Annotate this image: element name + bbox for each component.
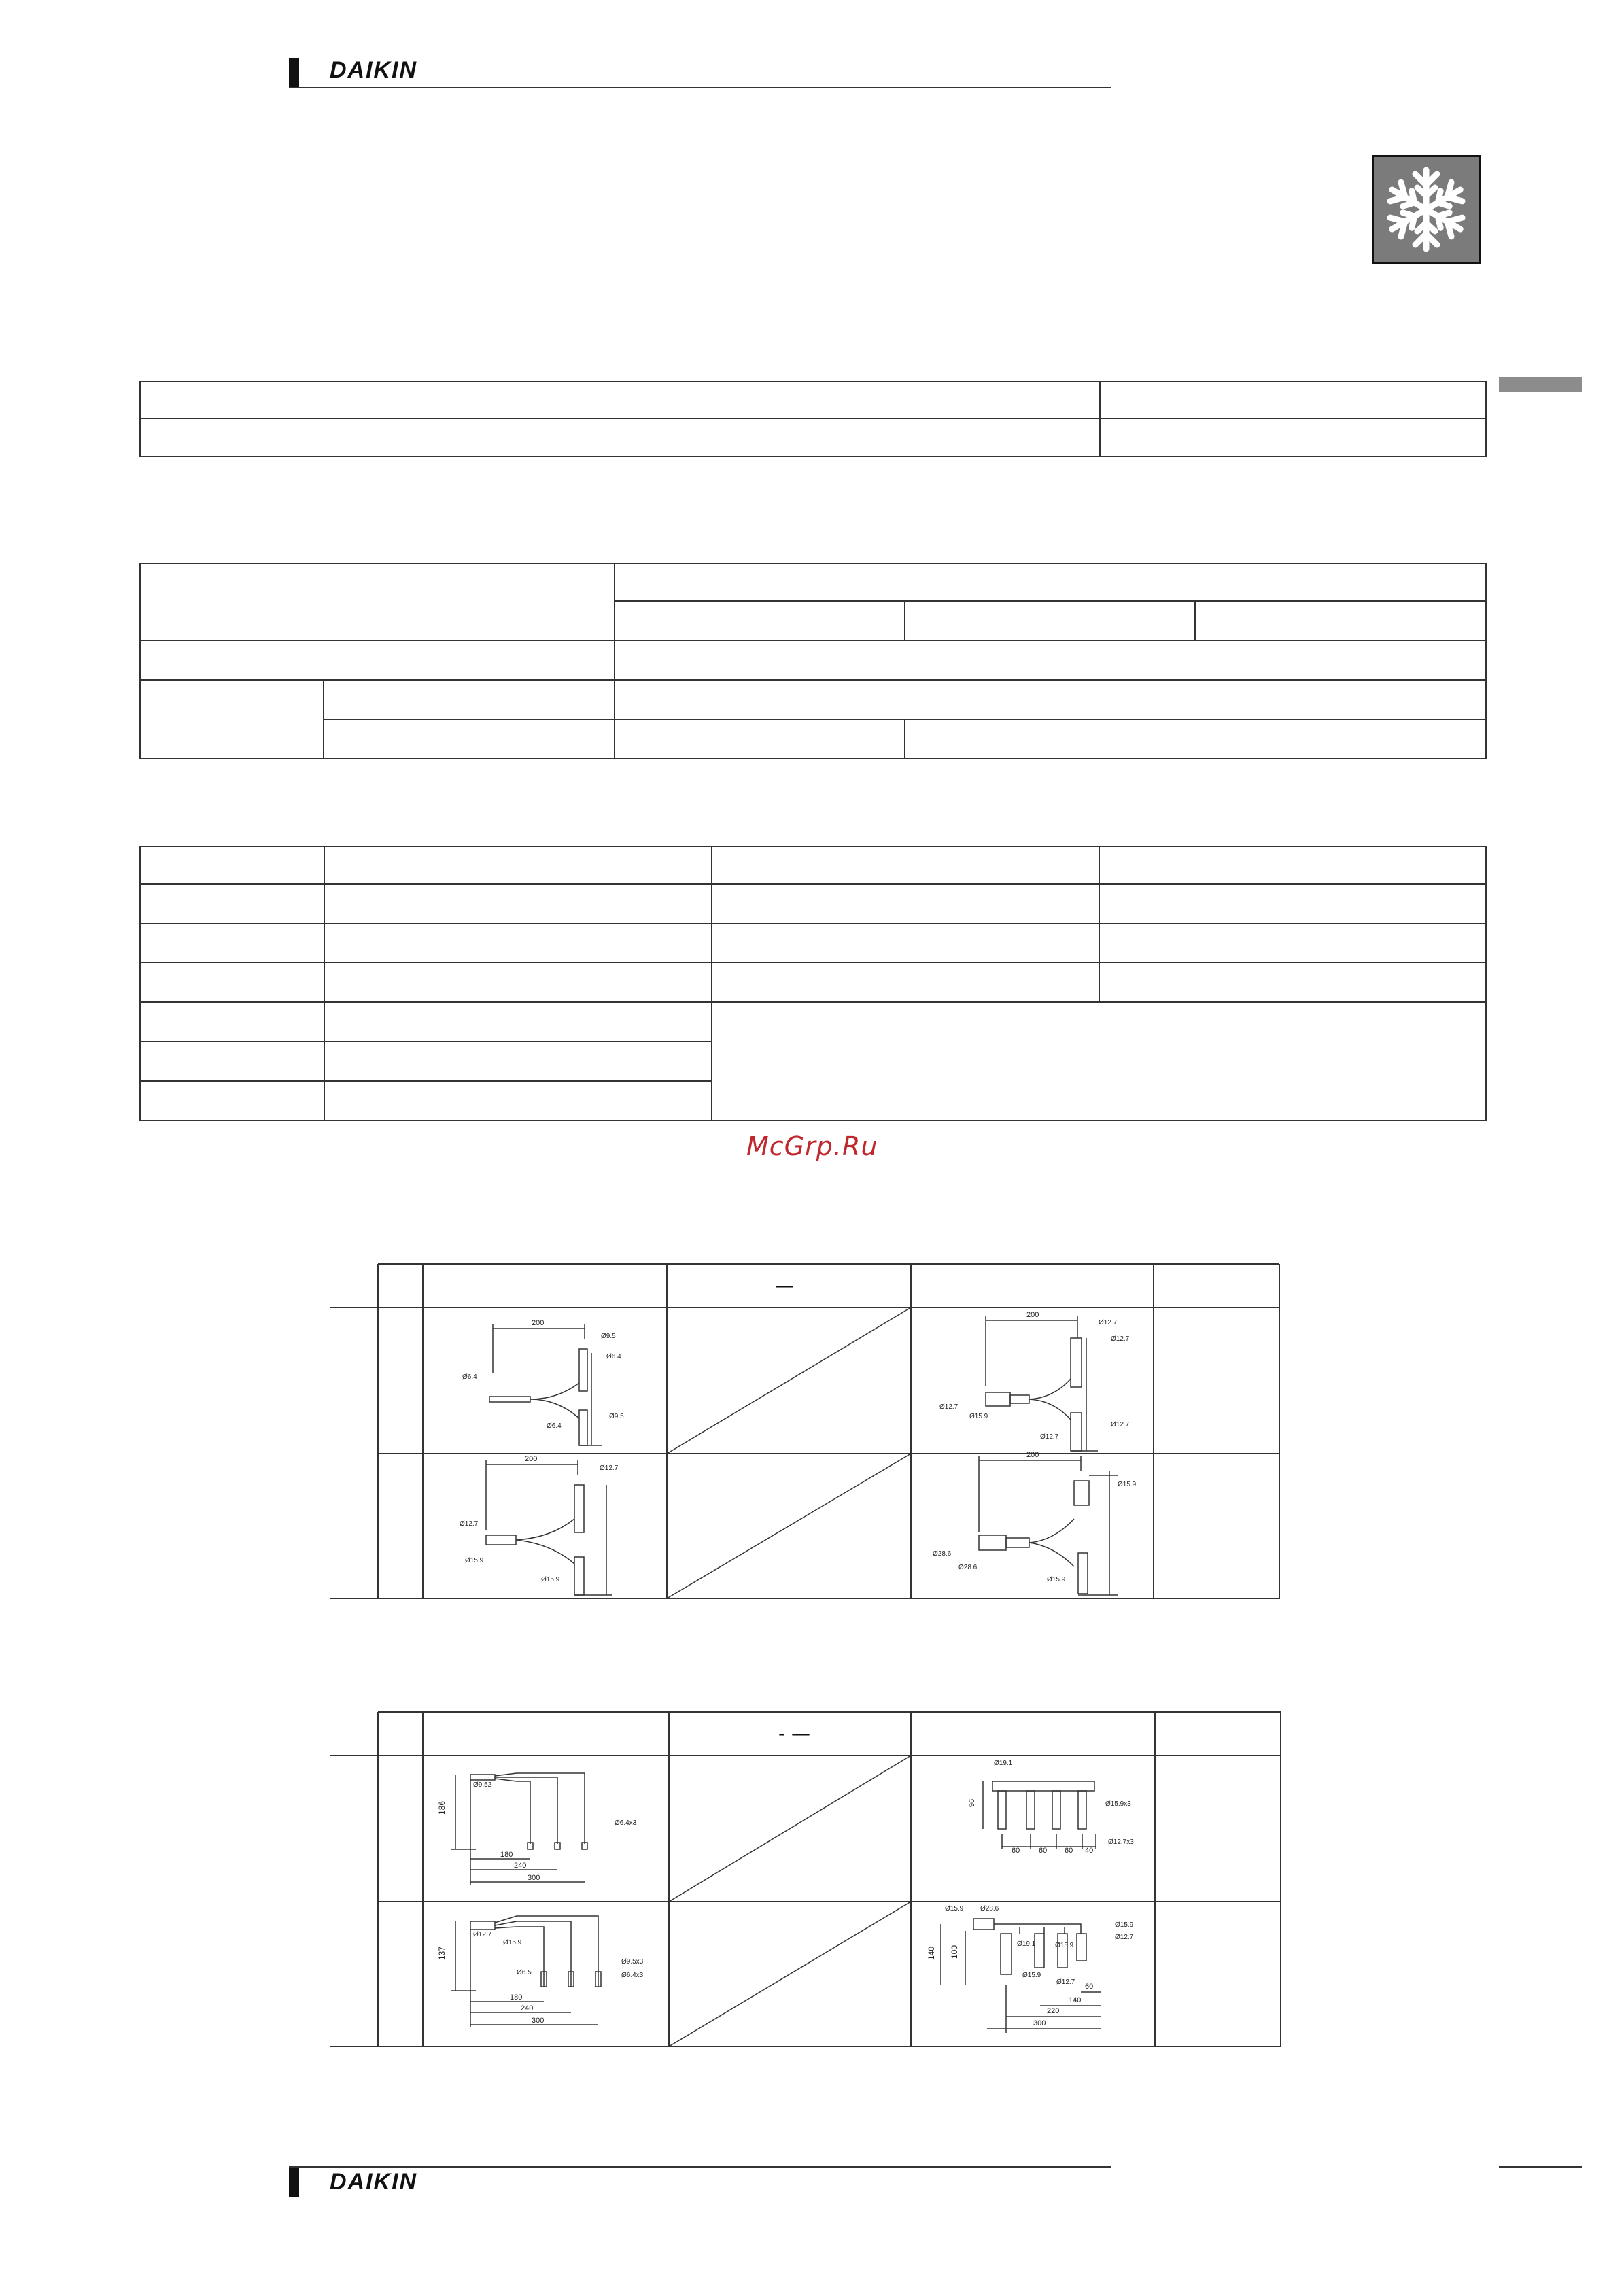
refnet-diagram-t1-r1-right	[931, 1311, 1149, 1454]
dim-label: 60	[1065, 1847, 1073, 1855]
pipe-label: Ø12.7	[473, 1931, 492, 1938]
dim-label: 140	[1069, 1996, 1082, 2004]
pipe-label: Ø12.7	[1099, 1319, 1118, 1326]
table-cell	[140, 680, 324, 759]
table-cell	[324, 923, 712, 963]
dim-label: 60	[1039, 1847, 1048, 1855]
pipe-label: Ø12.7	[1056, 1978, 1075, 1986]
table-cell	[1100, 381, 1486, 419]
table-cell	[140, 846, 324, 884]
refnet-diagram-t1-r1-left	[455, 1319, 632, 1448]
table-cell	[140, 884, 324, 923]
dim-label: 220	[1047, 2007, 1060, 2015]
pipe-label: Ø15.9	[1055, 1942, 1074, 1949]
pipe-label: Ø6.4	[606, 1353, 621, 1360]
pipe-label: Ø15.9	[945, 1905, 964, 1913]
pipe-label: Ø15.9	[1047, 1576, 1066, 1583]
table-cell	[140, 923, 324, 963]
header-mark: - —	[778, 1722, 811, 1745]
table-cell	[712, 884, 1099, 923]
section-tab-marker	[1499, 377, 1582, 392]
table-cell	[324, 1081, 712, 1120]
refnet-diagram-t1-r2-right	[925, 1451, 1156, 1598]
dim-label: 60	[1085, 1983, 1094, 1991]
pipe-label: Ø12.7	[1115, 1934, 1134, 1941]
pipe-label: Ø6.4x3	[621, 1972, 644, 1979]
header-rule	[289, 87, 1111, 88]
dim-label: 200	[1026, 1451, 1039, 1459]
table-cell	[615, 719, 905, 759]
dim-label: 240	[514, 1862, 527, 1870]
dim-label: 300	[1033, 2019, 1046, 2027]
pipe-label: Ø6.4x3	[615, 1819, 637, 1827]
spec-table-a	[139, 381, 1487, 457]
table-cell	[324, 963, 712, 1002]
table-cell	[140, 1042, 324, 1081]
refnet-diagram-t2-r1-left	[435, 1768, 639, 1890]
pipe-label: Ø15.9	[969, 1413, 988, 1420]
table-cell	[1099, 846, 1486, 884]
pipe-label: Ø19.1	[1017, 1940, 1036, 1948]
dim-label: 40	[1085, 1847, 1094, 1855]
table-cell	[140, 963, 324, 1002]
table-cell	[140, 640, 615, 680]
pipe-label: Ø15.9x3	[1105, 1800, 1131, 1808]
pipe-label: Ø6.4	[547, 1422, 562, 1430]
table-cell	[324, 719, 615, 759]
pipe-label: Ø9.52	[473, 1781, 492, 1789]
header-brand: DAIKIN	[330, 57, 418, 83]
pipe-label: Ø12.7x3	[1108, 1838, 1134, 1846]
table-cell	[712, 1002, 1486, 1120]
dim-label: 180	[510, 1993, 523, 2002]
pipe-label: Ø9.5x3	[621, 1958, 644, 1966]
pipe-label: Ø15.9	[465, 1557, 484, 1564]
dim-label: 186	[437, 1800, 447, 1815]
pipe-label: Ø12.7	[1040, 1433, 1059, 1441]
table-cell	[140, 1002, 324, 1042]
table-cell	[615, 640, 1486, 680]
refnet-diagram-t2-r2-left	[435, 1911, 653, 2033]
pipe-label: Ø15.9	[1115, 1921, 1134, 1929]
dim-label: 200	[532, 1319, 545, 1327]
table-cell	[324, 1002, 712, 1042]
pipe-label: Ø28.6	[933, 1550, 952, 1558]
pipe-label: Ø12.7	[1111, 1421, 1130, 1428]
table-cell	[140, 564, 615, 640]
spec-table-c	[139, 846, 1487, 1121]
footer-logo-bar	[289, 2168, 299, 2197]
footer-right-rule	[1499, 2166, 1582, 2168]
refnet-diagram-t1-r2-left	[449, 1455, 625, 1598]
table-cell	[140, 1081, 324, 1120]
pipe-label: Ø28.6	[958, 1564, 978, 1571]
table-cell	[905, 719, 1486, 759]
table-cell	[712, 846, 1099, 884]
pipe-label: Ø15.9	[503, 1939, 522, 1947]
dim-label: 300	[528, 1874, 540, 1882]
refnet-diagram-t2-r2-right	[925, 1904, 1149, 2037]
table-cell	[1099, 884, 1486, 923]
table-cell	[140, 419, 1100, 456]
pipe-label: Ø6.4	[462, 1373, 477, 1381]
pipe-label: Ø6.5	[517, 1969, 532, 1976]
spec-table-b	[139, 563, 1487, 759]
table-cell	[712, 963, 1099, 1002]
pipe-label: Ø12.7	[1111, 1335, 1130, 1343]
pipe-label: Ø15.9	[541, 1576, 560, 1583]
table-cell	[712, 923, 1099, 963]
dim-label: 137	[437, 1946, 447, 1961]
pipe-label: Ø12.7	[460, 1520, 479, 1528]
table-cell	[324, 680, 615, 719]
dim-label: 200	[1026, 1311, 1039, 1319]
table-cell	[1099, 923, 1486, 963]
pipe-label: Ø12.7	[600, 1464, 619, 1472]
table-cell	[1100, 419, 1486, 456]
table-cell	[615, 680, 1486, 719]
snowflake-glyph	[1374, 157, 1479, 262]
dim-label: 140	[927, 1946, 937, 1961]
pipe-label: Ø9.5	[601, 1333, 616, 1340]
dim-label: 60	[1012, 1847, 1020, 1855]
dim-label: 100	[950, 1944, 960, 1959]
pipe-label: Ø28.6	[980, 1905, 999, 1913]
dim-label: 200	[525, 1455, 538, 1463]
pipe-label: Ø15.9	[1118, 1481, 1137, 1488]
header-mark: —	[775, 1274, 794, 1297]
table-cell	[1099, 963, 1486, 1002]
refnet-diagram-t2-r1-right	[952, 1758, 1156, 1860]
footer-rule	[289, 2166, 1111, 2168]
dim-label: 240	[521, 2004, 534, 2012]
header-logo-bar	[289, 58, 299, 88]
table-cell	[324, 846, 712, 884]
dim-label: 300	[532, 2017, 545, 2025]
footer-brand: DAIKIN	[330, 2169, 418, 2195]
table-cell	[324, 884, 712, 923]
table-cell	[615, 601, 905, 640]
table-cell	[905, 601, 1195, 640]
dim-label: 96	[968, 1798, 977, 1808]
dim-label: 180	[500, 1851, 513, 1859]
table-cell	[140, 381, 1100, 419]
snowflake-icon	[1372, 155, 1481, 264]
pipe-label: Ø9.5	[609, 1413, 624, 1420]
watermark: McGrp.Ru	[746, 1131, 878, 1161]
table-cell	[615, 564, 1486, 601]
pipe-label: Ø12.7	[939, 1403, 958, 1411]
pipe-label: Ø19.1	[994, 1760, 1013, 1767]
table-cell	[324, 1042, 712, 1081]
pipe-label: Ø15.9	[1022, 1972, 1041, 1979]
table-cell	[1195, 601, 1486, 640]
